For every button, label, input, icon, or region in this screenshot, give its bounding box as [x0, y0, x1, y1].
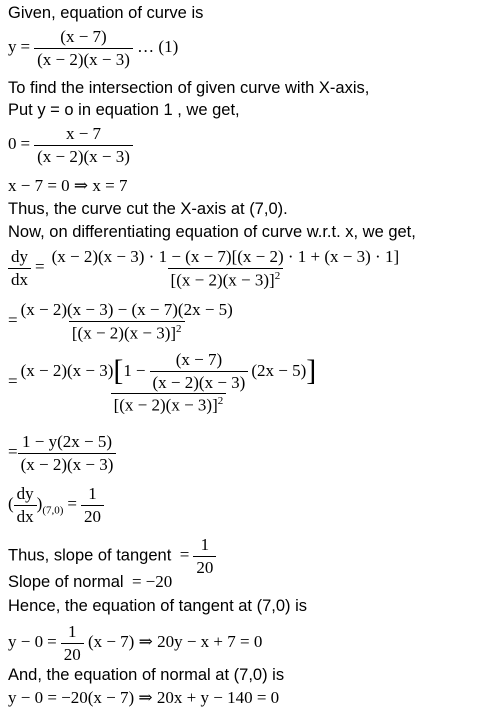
den-base: [(x − 2)(x − 3)]	[71, 323, 177, 343]
dx: dx	[14, 505, 37, 527]
right-bracket: ]	[306, 354, 317, 388]
equals-sign: =	[8, 441, 18, 461]
left-bracket: [	[113, 354, 124, 388]
exponent: 2	[217, 395, 224, 408]
denominator	[168, 268, 284, 290]
numerator: (x − 2)(x − 3) − (x − 7)(2x − 5)	[20, 300, 233, 319]
zero-symbol: 0	[8, 133, 17, 153]
equals-sign: =	[67, 493, 78, 513]
inner-fraction	[150, 350, 249, 392]
put-y-line: Put y = o in equation 1 , we get,	[8, 101, 240, 119]
inner-denominator: (x − 2)(x − 3)	[150, 371, 249, 393]
exponent: 2	[176, 322, 182, 335]
fraction	[193, 535, 216, 577]
equals-sign: =	[8, 371, 18, 391]
denominator: (x − 2)(x − 3)	[34, 145, 133, 167]
derivative-at-point	[8, 484, 104, 526]
dy-dx	[14, 484, 37, 526]
fraction	[18, 432, 117, 474]
tangent-equation	[8, 622, 262, 664]
numerator: 1	[67, 622, 77, 641]
numerator: 1	[88, 484, 97, 503]
lhs: y − 0	[8, 631, 44, 651]
fraction	[49, 247, 403, 290]
denominator: 20	[193, 556, 216, 578]
numerator: (x − 7)	[60, 27, 107, 46]
equation-one	[8, 27, 178, 69]
cut-line: Thus, the curve cut the X-axis at (7,0).	[8, 200, 288, 218]
open-paren: (	[8, 493, 14, 513]
denominator	[111, 393, 227, 415]
derivative-step-3	[8, 350, 319, 415]
fraction	[61, 622, 84, 664]
slope-normal-line	[8, 572, 172, 592]
equals-sign: =	[47, 631, 57, 651]
den-base: [(x − 2)(x − 3)]	[113, 395, 218, 415]
solve-x-line: x − 7 = 0 ⇒ x = 7	[8, 176, 128, 195]
equals-sign: =	[8, 310, 18, 330]
numerator	[18, 350, 320, 393]
derivative-step-4	[8, 432, 116, 474]
evaluation-point: (7,0)	[42, 504, 64, 517]
denominator	[69, 321, 185, 343]
numerator: 1 − y(2x − 5)	[22, 432, 112, 451]
equals-sign: =	[20, 133, 31, 153]
equals-sign: =	[179, 545, 190, 565]
slope-tangent-line	[8, 535, 216, 577]
tangent-rest: (x − 7) ⇒ 20y − x + 7 = 0	[87, 631, 263, 651]
given-line: Given, equation of curve is	[8, 4, 204, 22]
zero-equation	[8, 124, 133, 166]
exponent: 2	[274, 269, 281, 282]
normal-slope-value: −20	[145, 572, 173, 591]
equation-reference: … (1)	[137, 36, 179, 56]
close-paren: )	[36, 493, 43, 513]
fraction	[34, 124, 133, 166]
factor: (x − 2)(x − 3)	[20, 361, 114, 381]
dy-dx	[8, 247, 31, 289]
intersection-line: To find the intersection of given curve with X-axis,	[8, 79, 370, 97]
slope-tangent-label: Thus, slope of tangent	[8, 546, 172, 565]
hence-line: Hence, the equation of tangent at (7,0) is	[8, 597, 308, 615]
denominator: 20	[81, 505, 104, 527]
den-base: [(x − 2)(x − 3)]	[170, 270, 275, 290]
differentiating-line: Now, on differentiating equation of curve w.r.t. x, we get,	[8, 223, 416, 241]
slope-normal-label: Slope of normal	[8, 573, 124, 591]
equals-sign: =	[20, 36, 31, 56]
equals-sign: =	[132, 572, 142, 591]
fraction	[18, 350, 320, 415]
one: 1	[123, 361, 132, 381]
fraction	[81, 484, 104, 526]
normal-equation: y − 0 = −20(x − 7) ⇒ 20x + y − 140 = 0	[8, 688, 280, 707]
derivative-step-1	[8, 247, 402, 290]
factor: (2x − 5)	[251, 361, 307, 381]
denominator: 20	[61, 643, 84, 665]
equals-sign: =	[35, 257, 45, 277]
inner-numerator: (x − 7)	[175, 350, 223, 369]
fraction	[18, 300, 236, 343]
fraction	[34, 27, 133, 69]
minus-sign: −	[135, 361, 146, 381]
numerator: x − 7	[65, 124, 102, 143]
dy: dy	[16, 484, 34, 503]
y-symbol: y	[8, 36, 17, 56]
denominator: (x − 2)(x − 3)	[34, 48, 133, 70]
and-normal-line: And, the equation of normal at (7,0) is	[8, 666, 285, 684]
numerator: 1	[200, 535, 210, 554]
dx: dx	[8, 268, 31, 290]
derivative-step-2	[8, 300, 236, 343]
numerator: (x − 2)(x − 3) · 1 − (x − 7)[(x − 2) · 1 + (x − 3) · 1]	[51, 247, 400, 266]
dy: dy	[11, 247, 28, 267]
denominator: (x − 2)(x − 3)	[18, 453, 117, 475]
